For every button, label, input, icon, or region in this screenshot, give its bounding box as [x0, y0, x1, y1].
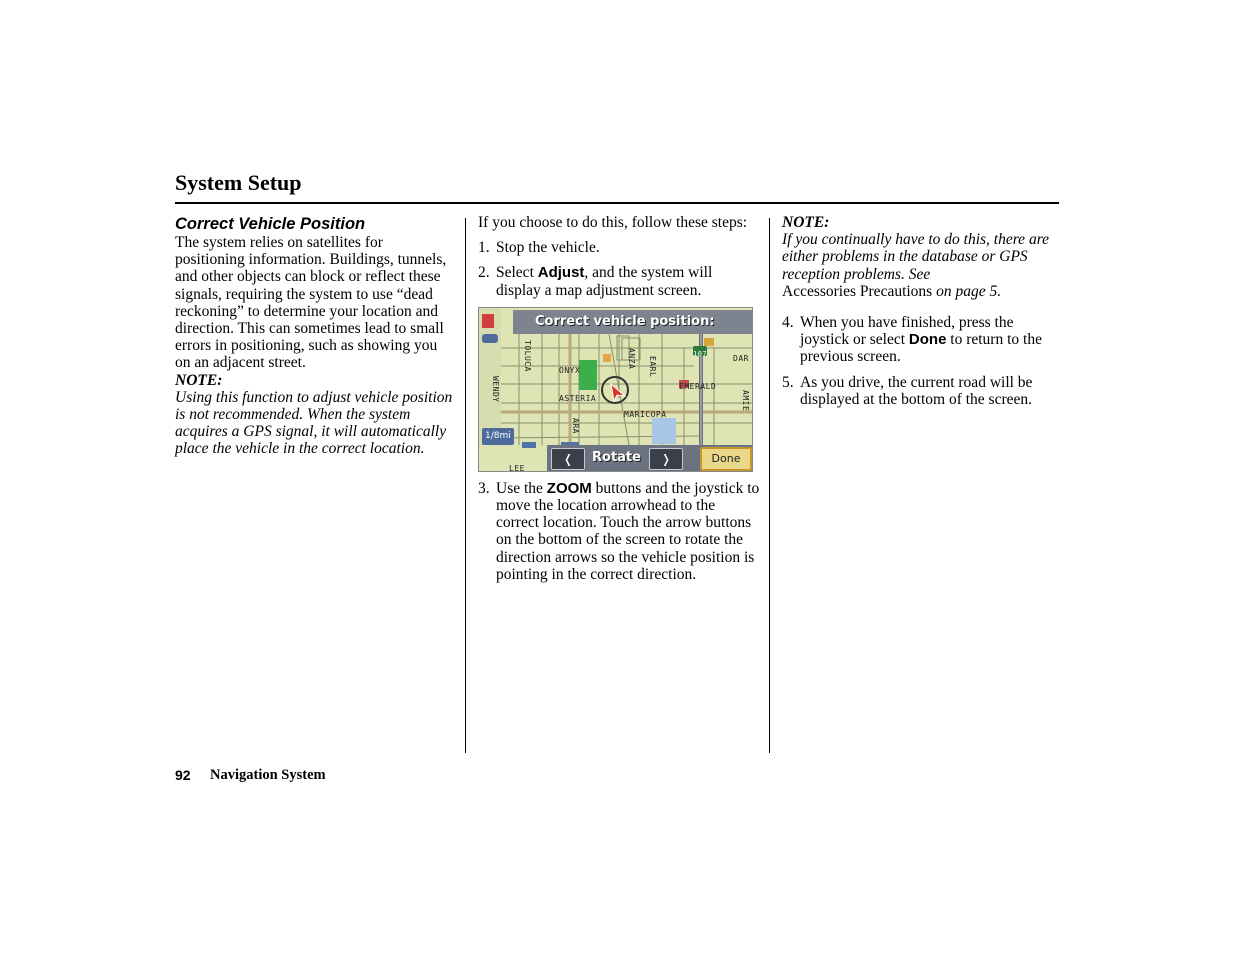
step-text — [800, 314, 1062, 366]
street-label: TOLUCA — [523, 339, 533, 372]
step-1 — [478, 239, 760, 256]
street-label: EARL — [648, 355, 658, 378]
zoom-keyword: ZOOM — [546, 479, 592, 497]
map-scale-badge: 1/8mi — [482, 428, 514, 445]
done-button[interactable]: Done — [700, 447, 752, 471]
step-4 — [782, 314, 1062, 366]
nav-screenshot — [478, 307, 753, 472]
note-text — [782, 231, 1062, 300]
street-label: WENDY — [491, 375, 501, 403]
street-label: ANZA — [627, 347, 637, 370]
page-number: 92 — [175, 767, 191, 783]
step-number: 1. — [478, 239, 490, 257]
step-text-post: , and the system will display a map adjustment screen. — [496, 264, 713, 299]
step-text-pre: Use the — [496, 479, 547, 497]
note-text: Using this function to adjust vehicle position is not recommended. When the system acquires a GPS signal, it will automatically place the vehicle in the correct location. — [175, 388, 453, 458]
intro-paragraph: The system relies on satellites for positioning information. Buildings, tunnels, and other objects can block or reflect these signals, requiring the system to use “dead reckoning” to determine your location and direction. This can sometimes lead to small errors in positioning, such as showing you on an adjacent street. — [175, 234, 447, 372]
step-text — [496, 264, 760, 298]
street-label: ASTERIA — [559, 393, 597, 403]
screen-title: Correct vehicle position: — [513, 310, 752, 334]
step-text: As you drive, the current road will be displayed at the bottom of the screen. — [800, 373, 1033, 408]
right-column — [782, 214, 1062, 408]
street-label: AMIE — [741, 389, 751, 412]
rotate-label: Rotate — [592, 449, 641, 465]
note-italic: If you continually have to do this, there are either problems in the database or GPS reception problems. See — [782, 231, 1050, 283]
rotate-right-button[interactable]: ❭ — [649, 448, 683, 470]
step-text-post: buttons and the joystick to move the location arrowhead to the correct location. Touch the arrow buttons on the bottom of the screen to rotate the direction arrows so the vehicle position is pointing in the correct direction. — [496, 479, 760, 583]
note-label: NOTE: — [175, 371, 223, 389]
street-label: ONYX — [559, 365, 581, 375]
footer-section-label: Navigation System — [210, 767, 326, 783]
step-number: 5. — [782, 373, 794, 391]
title-rule — [175, 202, 1059, 204]
page-title: System Setup — [175, 170, 302, 195]
step-number: 2. — [478, 264, 490, 282]
column-divider-2 — [769, 218, 770, 753]
step-text-post: to return to the previous screen. — [800, 331, 1042, 366]
route-shield-label: 107 — [693, 349, 708, 358]
note-page: on page 5. — [932, 282, 1002, 300]
adjust-keyword: Adjust — [537, 264, 585, 282]
rotate-left-button[interactable]: ❬ — [551, 448, 585, 470]
step-3 — [478, 480, 760, 583]
middle-column — [478, 214, 760, 583]
left-column — [175, 214, 455, 458]
step-text-pre: When you have finished, press the joystick or select — [800, 314, 1014, 349]
step-number: 4. — [782, 314, 794, 332]
steps-intro: If you choose to do this, follow these steps: — [478, 214, 748, 231]
street-label: EMERALD — [679, 381, 717, 391]
column-divider-1 — [465, 218, 466, 753]
street-label: DAR — [733, 353, 749, 363]
street-label: LEE — [509, 463, 525, 472]
step-text-pre: Select — [496, 264, 538, 282]
street-label: MARICOPA — [624, 409, 667, 419]
step-5 — [782, 374, 1062, 408]
step-number: 3. — [478, 479, 490, 497]
step-text: Stop the vehicle. — [496, 239, 600, 257]
step-2 — [478, 264, 760, 298]
step-text — [496, 480, 760, 583]
done-keyword: Done — [908, 331, 947, 349]
note-reference: Accessories Precautions — [782, 282, 933, 300]
section-heading: Correct Vehicle Position — [175, 215, 366, 233]
street-label: ARA — [571, 417, 581, 434]
note-label: NOTE: — [782, 214, 830, 231]
